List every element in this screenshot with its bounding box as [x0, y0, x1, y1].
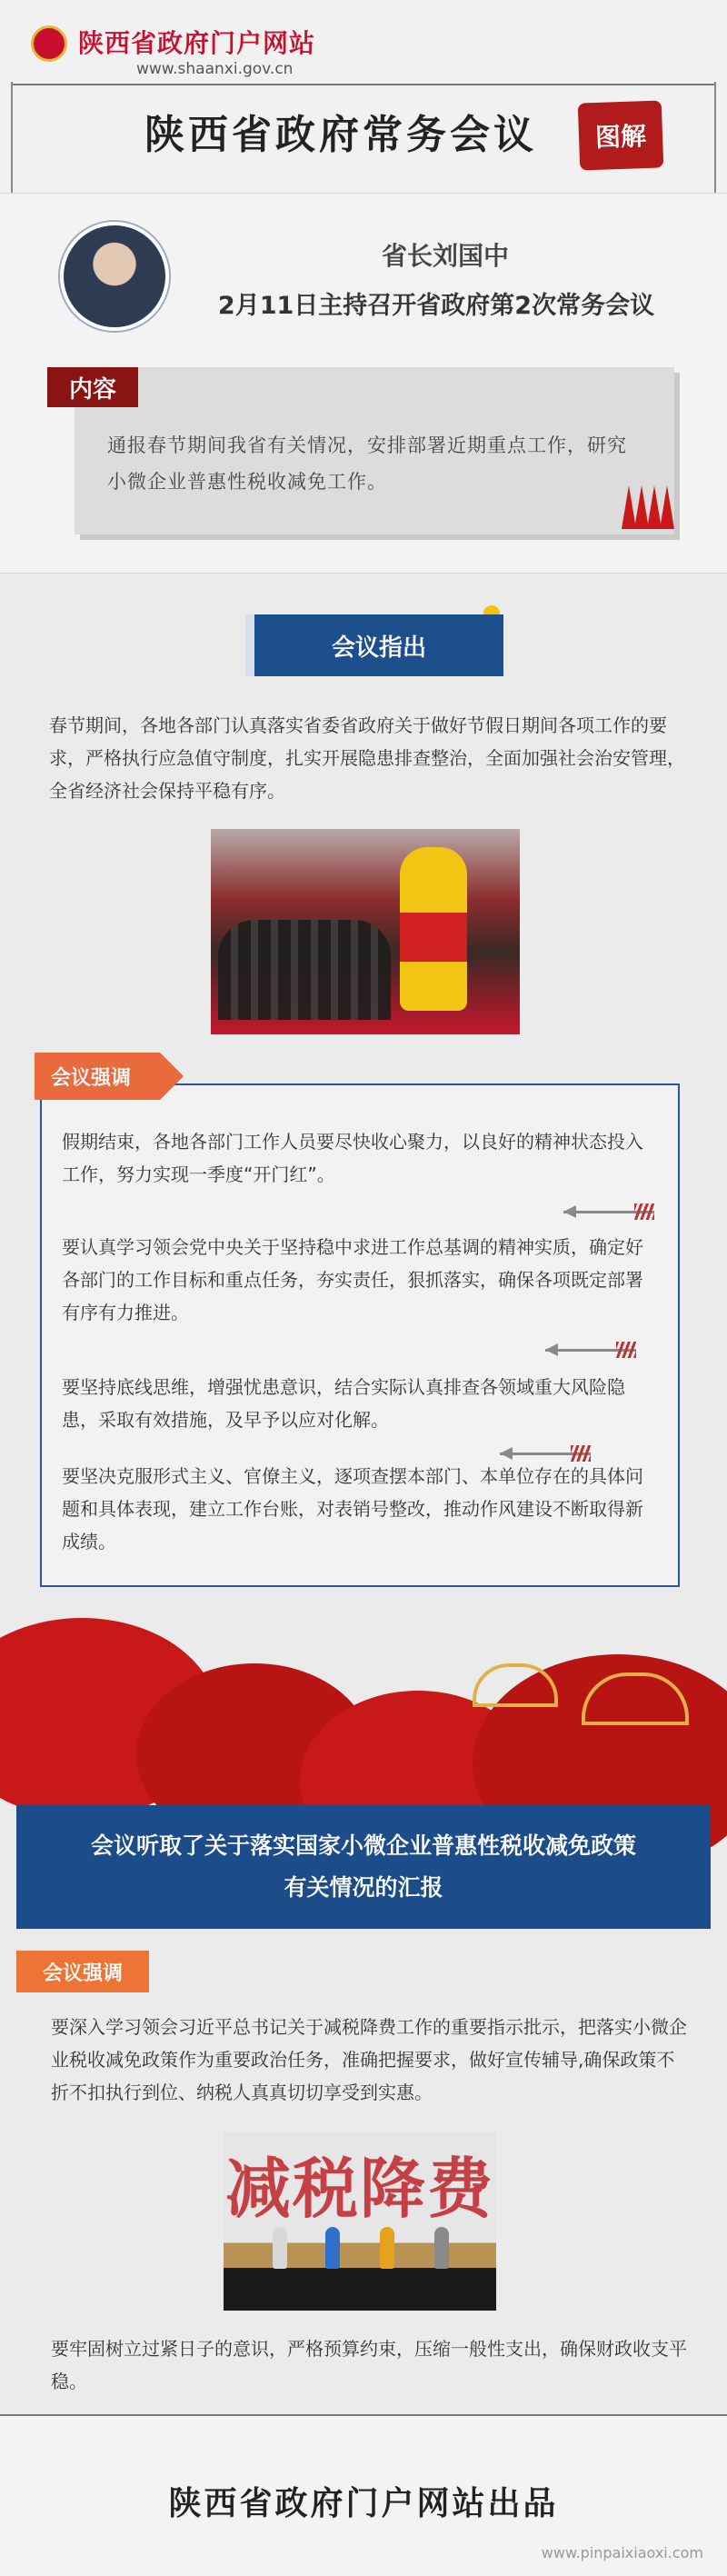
site-url[interactable]: www.shaanxi.gov.cn: [136, 60, 294, 78]
footer-credit: 陕西省政府门户网站出品: [168, 2485, 559, 2522]
content-text: 通报春节期间我省有关情况，安排部署近期重点工作，研究小微企业普惠性税收减免工作。: [107, 434, 627, 493]
emphasis-tag-2: 会议强调: [16, 1951, 149, 1992]
emphasis-tag: 会议强调: [35, 1053, 160, 1100]
avatar: [60, 222, 169, 331]
footer: [0, 2416, 727, 2576]
red-flags-icon: [622, 478, 685, 529]
figure-icon: [273, 2227, 287, 2269]
arrow-icon: [500, 1453, 591, 1455]
banner-line-2: 有关情况的汇报: [284, 1874, 443, 1901]
decorative-clouds: [0, 1582, 727, 1763]
section2-paragraph-1: 要深入学习领会习近平总书记关于减税降费工作的重要指示批示，把落实小微企业税收减免政策作为重要政治任务，准确把握要求，做好宣传辅导,确保政策不折不扣执行到位、纳税人真真切切享受到实惠。: [51, 2016, 687, 2103]
figure-icon: [434, 2227, 449, 2269]
section-title: 会议指出: [245, 614, 503, 676]
crowd-shape: [218, 920, 391, 1020]
frame-right: [714, 82, 716, 193]
intro-paragraph: 春节期间，各地各部门认真落实省委省政府关于做好节假日期间各项工作的要求，严格执行应急值守制度，扎实开展隐患排查整治，全面加强社会治安管理，全省经济社会保持平稳有序。: [49, 714, 685, 802]
arrow-icon: [563, 1211, 654, 1213]
infographic-badge: 图解: [578, 100, 664, 170]
governor-name: 省长刘国中: [381, 241, 509, 271]
meeting-date: 2月11日主持召开省政府第2次常务会议: [217, 292, 655, 320]
section-meeting-points: [0, 574, 727, 1756]
point-3: 要坚持底线思维，增强忧患意识，结合实际认真排查各领域重大风险隐患，采取有效措施，及早予以应对化解。: [62, 1376, 625, 1431]
frame-left: [11, 82, 13, 193]
point-2: 要认真学习领会党中央关于坚持稳中求进工作总基调的精神实质，确定好各部门的工作目标和重点任务，夯实责任，狠抓落实，确保各项既定部署有序有力推进。: [62, 1236, 643, 1323]
section2-paragraph-2: 要牢固树立过紧日子的意识，严格预算约束，压缩一般性支出，确保财政收支平稳。: [51, 2338, 687, 2392]
point-4: 要坚决克服形式主义、官僚主义，逐项查摆本部门、本单位存在的具体问题和具体表现，建立工作台账，对表销号整改，推动作风建设不断取得新成绩。: [62, 1465, 643, 1553]
page-title: 陕西省政府常务会议: [144, 112, 537, 158]
arrow-icon: [545, 1349, 636, 1352]
meeting-info: [0, 195, 727, 574]
figure-icon: [380, 2227, 394, 2269]
tax-cut-image-text: 减税降费: [224, 2151, 494, 2227]
content-tag: 内容: [47, 367, 138, 407]
divider: [11, 84, 716, 85]
report-banner: [16, 1805, 711, 1929]
national-emblem-icon: [31, 25, 67, 62]
lion-dance-shape: [400, 847, 467, 1011]
watermark: www.pinpaixiaoxi.com: [541, 2544, 703, 2561]
header: [0, 0, 727, 194]
site-name[interactable]: 陕西省政府门户网站: [78, 28, 316, 58]
figure-icon: [325, 2227, 340, 2269]
point-1: 假期结束，各地各部门工作人员要尽快收心聚力，以良好的精神状态投入工作，努力实现一季度“开门红”。: [62, 1131, 643, 1185]
banner-line-1: 会议听取了关于落实国家小微企业普惠性税收减免政策: [90, 1832, 636, 1859]
